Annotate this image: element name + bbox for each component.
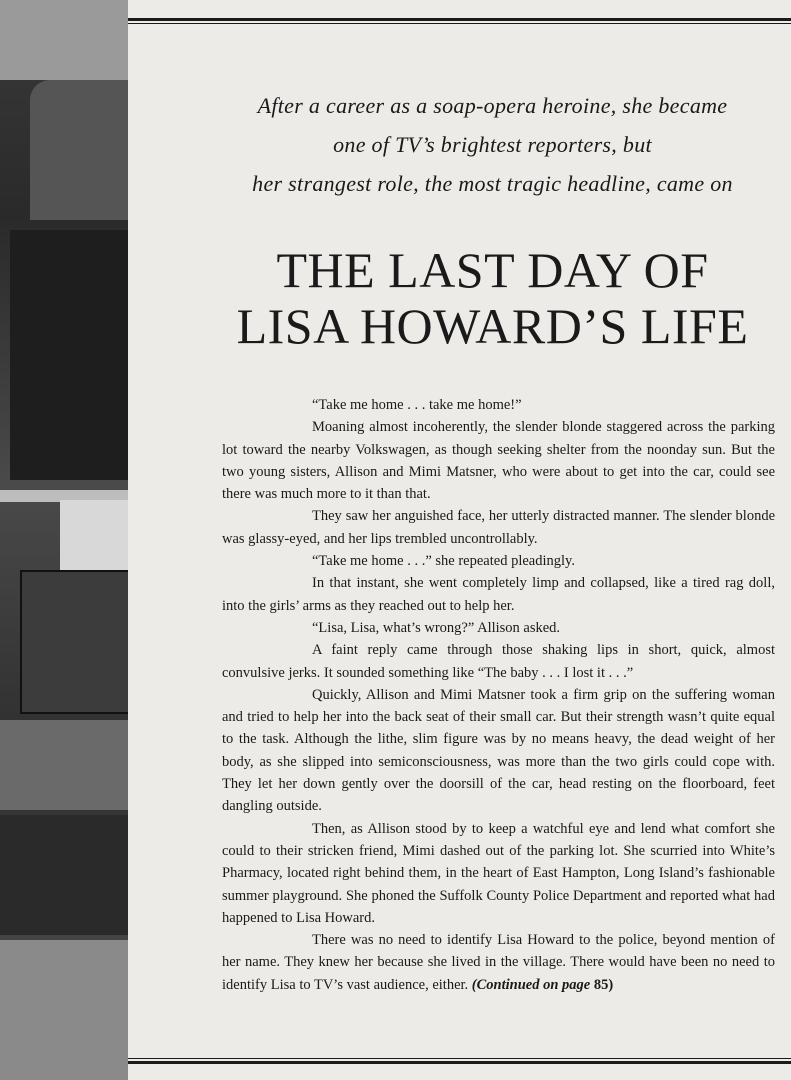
paragraph: “Lisa, Lisa, what’s wrong?” Allison asked. (312, 619, 561, 636)
paragraph: “Take me home . . . take me home!” (312, 397, 522, 413)
deck-line: one of TV’s brightest reporters, but (333, 132, 652, 157)
photo-region (0, 815, 128, 935)
photo-region (10, 230, 128, 480)
paragraph: Moaning almost incoherently, the slender blonde staggered across the parking lot toward the nearby Volkswagen, as though seeking shelter from the noonday sun. But the two young sisters, Allison and Mimi Matsner, who were about to get into the car, could see there was much more to it than that. (222, 419, 775, 503)
paragraph: A faint reply came through those shaking lips in short, quick, almost convulsive jerks. It sounded something like “The baby . . . I lost it . . .” (222, 642, 775, 681)
deck-line: her strangest role, the most tragic headline, came on (252, 171, 733, 196)
paragraph-text: There was no need to identify Lisa Howard to the police, beyond mention of her name. They knew her because she lived in the village. There would have been no need to identify Lisa to TV’s vast audience, either. (222, 932, 775, 993)
paragraph: They saw her anguished face, her utterly distracted manner. The slender blonde was glassy-eyed, and her lips trembled uncontrollably. (222, 508, 775, 547)
photo-region (20, 570, 128, 714)
top-double-rule (128, 18, 791, 24)
photo-region (30, 80, 128, 220)
bottom-double-rule (128, 1058, 791, 1064)
headline-line: THE LAST DAY OF (276, 242, 709, 298)
photo-region (60, 500, 128, 570)
paragraph-last (222, 929, 775, 996)
deck-intro (200, 86, 785, 203)
article-body (222, 394, 775, 996)
deck-line: After a career as a soap-opera heroine, she became (257, 93, 728, 118)
paragraph: Then, as Allison stood by to keep a watchful eye and lend what comfort she could to their stricken friend, Mimi dashed out of the parking lot. She scurried into White’s Pharmacy, located right behind them, in the heart of East Hampton, Long Island’s fashionable summer playground. She phoned the Suffolk County Police Department and reported what had happened to Lisa Howard. (222, 820, 775, 926)
photo-region (0, 0, 128, 80)
headline-line: LISA HOWARD’S LIFE (236, 298, 749, 354)
photo-region (0, 720, 128, 810)
paragraph: In that instant, she went completely limp and collapsed, like a tired rag doll, into the girls’ arms as they reached out to help her. (222, 575, 775, 614)
paragraph: Quickly, Allison and Mimi Matsner took a firm grip on the suffering woman and tried to help her into the back seat of their small car. But their strength wasn’t quite equal to the task. Although the lithe, slim figure was by no means heavy, the dead weight of her body, as she slipped into semiconsciousness, was more than the two girls could cope with. They let her down gently over the doorsill of the car, head resting on the floorboard, feet dangling outside. (222, 686, 775, 815)
article-headline (200, 242, 785, 354)
left-photo-strip (0, 0, 128, 1080)
paragraph: “Take me home . . .” she repeated pleadingly. (312, 553, 575, 570)
continued-note: (Continued on page (471, 976, 591, 993)
continued-page-number: 85) (593, 976, 614, 993)
photo-region (0, 940, 128, 1080)
